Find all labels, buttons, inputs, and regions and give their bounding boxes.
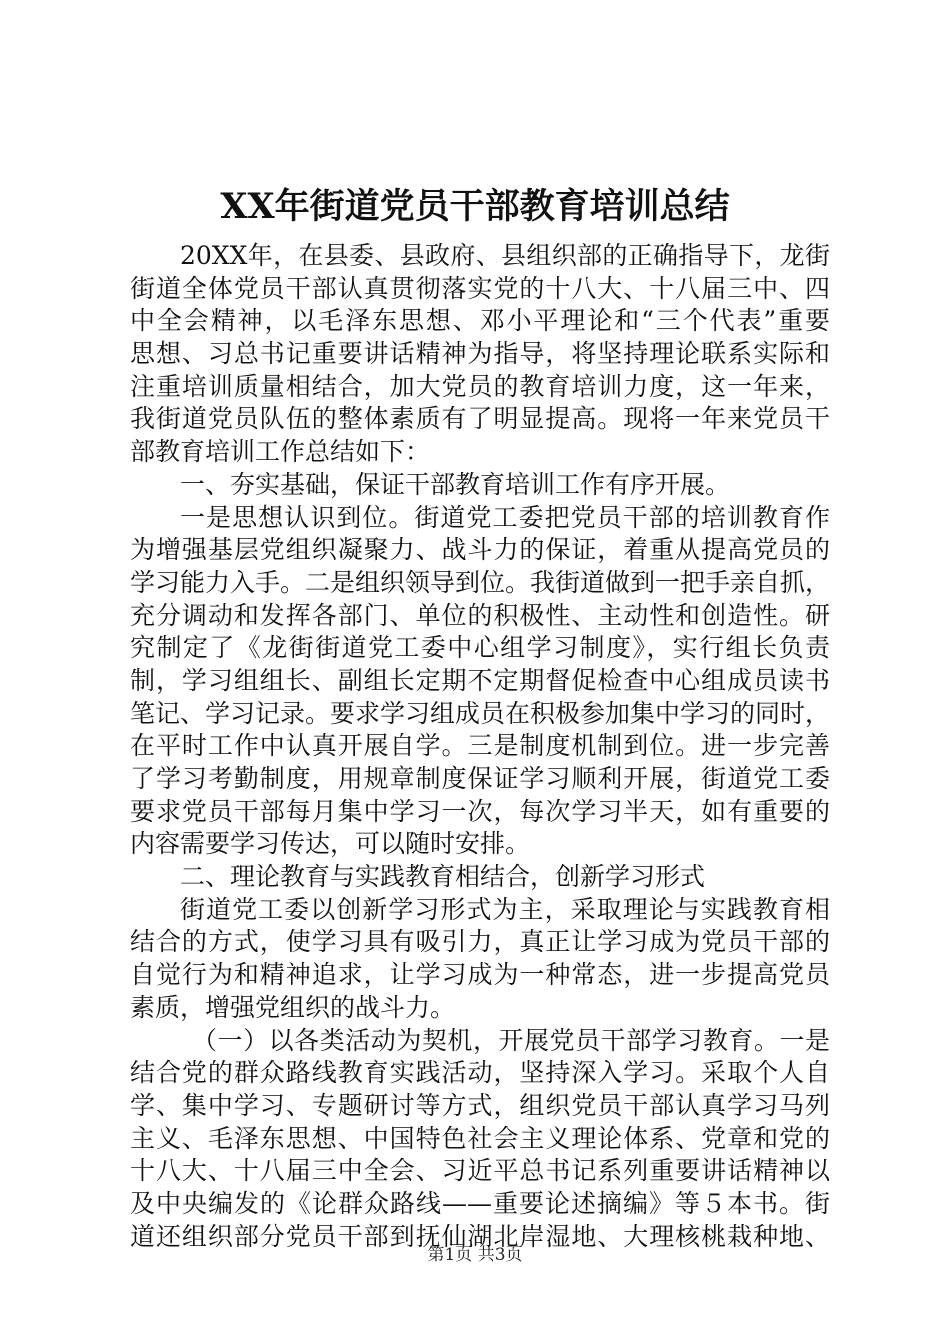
body-line: 主义、毛泽东思想、中国特色社会主义理论体系、党章和党的 — [130, 1123, 830, 1153]
body-line: 内容需要学习传达，可以随时安排。 — [130, 829, 531, 859]
body-line: 素质，增强党组织的战斗力。 — [130, 992, 456, 1022]
document-body — [130, 240, 830, 1253]
body-line: 笔记、学习记录。要求学习组成员在积极参加集中学习的同时， — [130, 698, 831, 728]
body-line: 街道全体党员干部认真贯彻落实党的十八大、十八届三中、四 — [130, 273, 830, 303]
body-line: 学习能力入手。二是组织领导到位。我街道做到一把手亲自抓， — [130, 567, 831, 597]
body-line: 思想、习总书记重要讲话精神为指导，将坚持理论联系实际和 — [130, 339, 830, 369]
body-line: 究制定了《龙街街道党工委中心组学习制度》，实行组长负责 — [130, 633, 830, 663]
body-line: 十八大、十八届三中全会、习近平总书记系列重要讲话精神以 — [130, 1156, 830, 1186]
body-line: 制，学习组组长、副组长定期不定期督促检查中心组成员读书 — [130, 665, 830, 695]
body-line: 及中央编发的《论群众路线——重要论述摘编》等５本书。街 — [130, 1188, 830, 1218]
body-line: 了学习考勤制度，用规章制度保证学习顺利开展，街道党工委 — [130, 764, 830, 793]
body-line: 充分调动和发挥各部门、单位的积极性、主动性和创造性。研 — [130, 600, 830, 630]
body-line: 部教育培训工作总结如下： — [130, 437, 431, 467]
section-heading: 一、夯实基础，保证干部教育培训工作有序开展。 — [180, 469, 731, 499]
body-line: 自觉行为和精神追求，让学习成为一种常态，进一步提高党员 — [130, 960, 830, 990]
document-title: XX年街道党员干部教育培训总结 — [220, 186, 730, 227]
body-line: 20XX年，在县委、县政府、县组织部的正确指导下，龙街 — [180, 241, 830, 270]
body-line: 道还组织部分党员干部到抚仙湖北岸湿地、大理核桃栽种地、 — [130, 1221, 830, 1251]
body-line: 结合的方式，使学习具有吸引力，真正让学习成为党员干部的 — [130, 927, 830, 957]
body-line: 中全会精神，以毛泽东思想、邓小平理论和“三个代表”重要 — [130, 306, 830, 336]
section-heading: 二、理论教育与实践教育相结合，创新学习形式 — [180, 862, 706, 892]
body-line: 学、集中学习、专题研讨等方式，组织党员干部认真学习马列 — [130, 1090, 830, 1120]
subsection-line: （一）以各类活动为契机，开展党员干部学习教育。一是 — [192, 1025, 830, 1055]
body-line: 在平时工作中认真开展自学。三是制度机制到位。进一步完善 — [130, 731, 830, 761]
body-line: 注重培训质量相结合，加大党员的教育培训力度，这一年来， — [130, 371, 830, 401]
body-line: 街道党工委以创新学习形式为主，采取理论与实践教育相 — [180, 894, 830, 924]
body-line: 我街道党员队伍的整体素质有了明显提高。现将一年来党员干 — [130, 404, 830, 434]
body-line: 一是思想认识到位。街道党工委把党员干部的培训教育作 — [180, 502, 830, 532]
body-line: 结合党的群众路线教育实践活动，坚持深入学习。采取个人自 — [130, 1058, 830, 1088]
body-line: 要求党员干部每月集中学习一次，每次学习半天，如有重要的 — [130, 796, 830, 826]
page-number-footer: 第1页 共3页 — [427, 1245, 523, 1265]
body-line: 为增强基层党组织凝聚力、战斗力的保证，着重从提高党员的 — [130, 535, 830, 565]
